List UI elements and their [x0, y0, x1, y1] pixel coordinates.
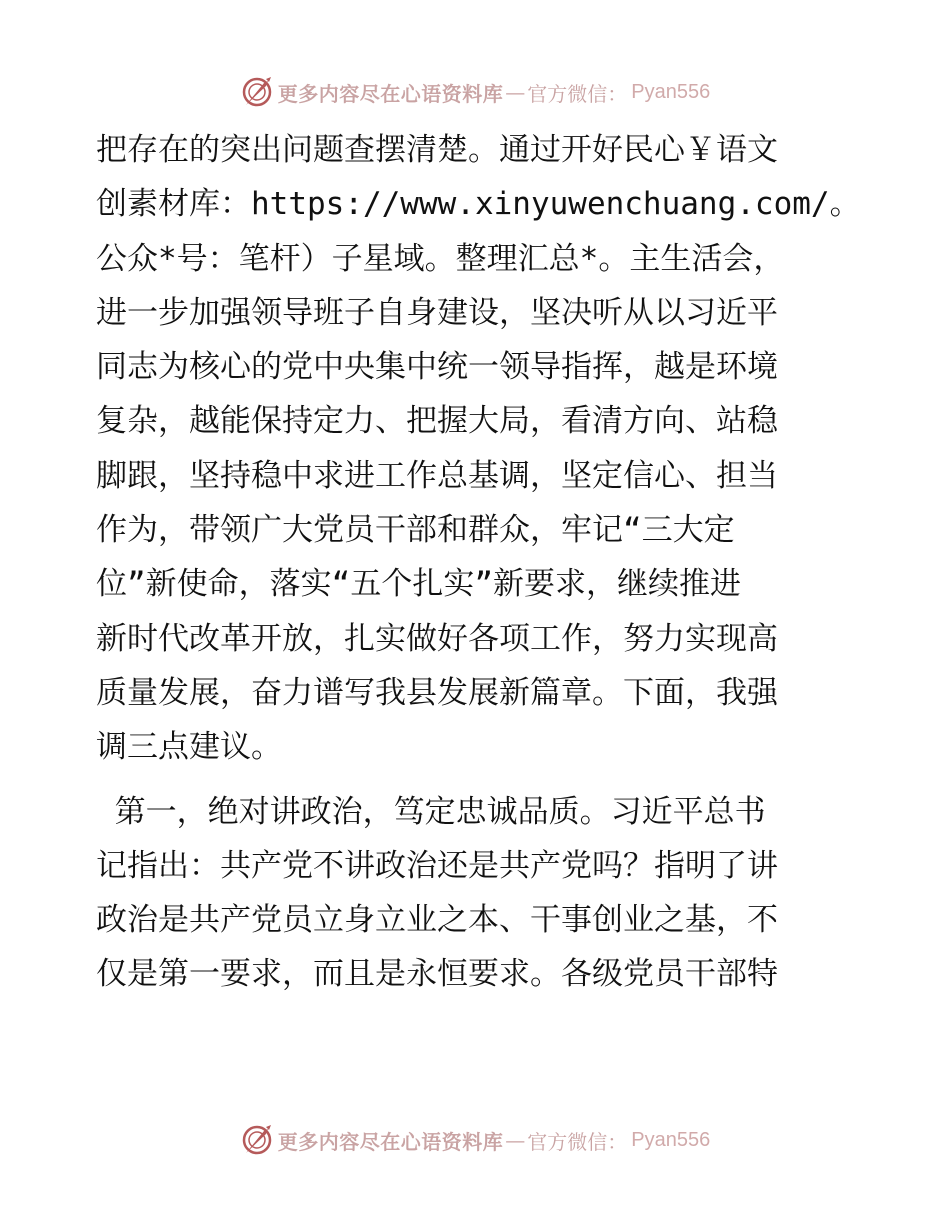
text-line: 政治是共产党员立身立业之本、干事创业之基，不 — [96, 902, 778, 939]
quill-seal-icon — [240, 1123, 274, 1157]
text-line: 位”新使命，落实“五个扎实”新要求，继续推进 — [96, 566, 741, 603]
quill-seal-icon — [240, 75, 274, 109]
text-line: 脚跟，坚持稳中求进工作总基调，坚定信心、担当 — [96, 457, 778, 494]
footer-watermark — [0, 1120, 950, 1160]
text-line: 同志为核心的党中央集中统一领导指挥，越是环境 — [96, 349, 778, 386]
watermark-contact-label: 官方微信： — [527, 81, 628, 106]
text-line: 复杂，越能保持定力、把握大局，看清方向、站稳 — [96, 403, 778, 440]
document-body — [96, 123, 861, 1002]
paragraph-first-point — [96, 785, 856, 1002]
watermark-separator: — — [505, 80, 526, 104]
watermark-separator: — — [505, 1128, 526, 1152]
paragraph-spacer — [96, 775, 856, 785]
text-line: 调三点建议。 — [96, 729, 282, 766]
watermark-brand: 更多内容尽在心语资料库 — [277, 1129, 504, 1154]
watermark-contact-id: Pyan556 — [631, 80, 711, 103]
text-line: 质量发展，奋力谱写我县发展新篇章。下面，我强 — [96, 674, 778, 711]
paragraph-intro — [96, 123, 861, 775]
watermark-brand: 更多内容尽在心语资料库 — [277, 81, 504, 106]
text-line: 第一，绝对讲政治，笃定忠诚品质。习近平总书 — [96, 793, 766, 830]
header-watermark — [0, 72, 950, 112]
watermark-contact-id: Pyan556 — [631, 1128, 711, 1151]
text-line: 作为，带领广大党员干部和群众，牢记“三大定 — [96, 512, 735, 549]
text-line: 新时代改革开放，扎实做好各项工作，努力实现高 — [96, 620, 778, 657]
text-line: 记指出：共产党不讲政治还是共产党吗？指明了讲 — [96, 847, 778, 884]
text-line: 把存在的突出问题查摆清楚。通过开好民心￥语文 — [96, 132, 778, 168]
text-line: 进一步加强领导班子自身建设，坚决听从以习近平 — [96, 294, 778, 331]
watermark-contact-label: 官方微信： — [527, 1129, 628, 1154]
text-line: 仅是第一要求，而且是永恒要求。各级党员干部特 — [96, 956, 778, 993]
text-line: 公众*号：笔杆）子星域。整理汇总*。主生活会， — [96, 240, 785, 277]
text-line: 创素材库：https://www.xinyuwenchuang.com/。 — [96, 186, 861, 223]
